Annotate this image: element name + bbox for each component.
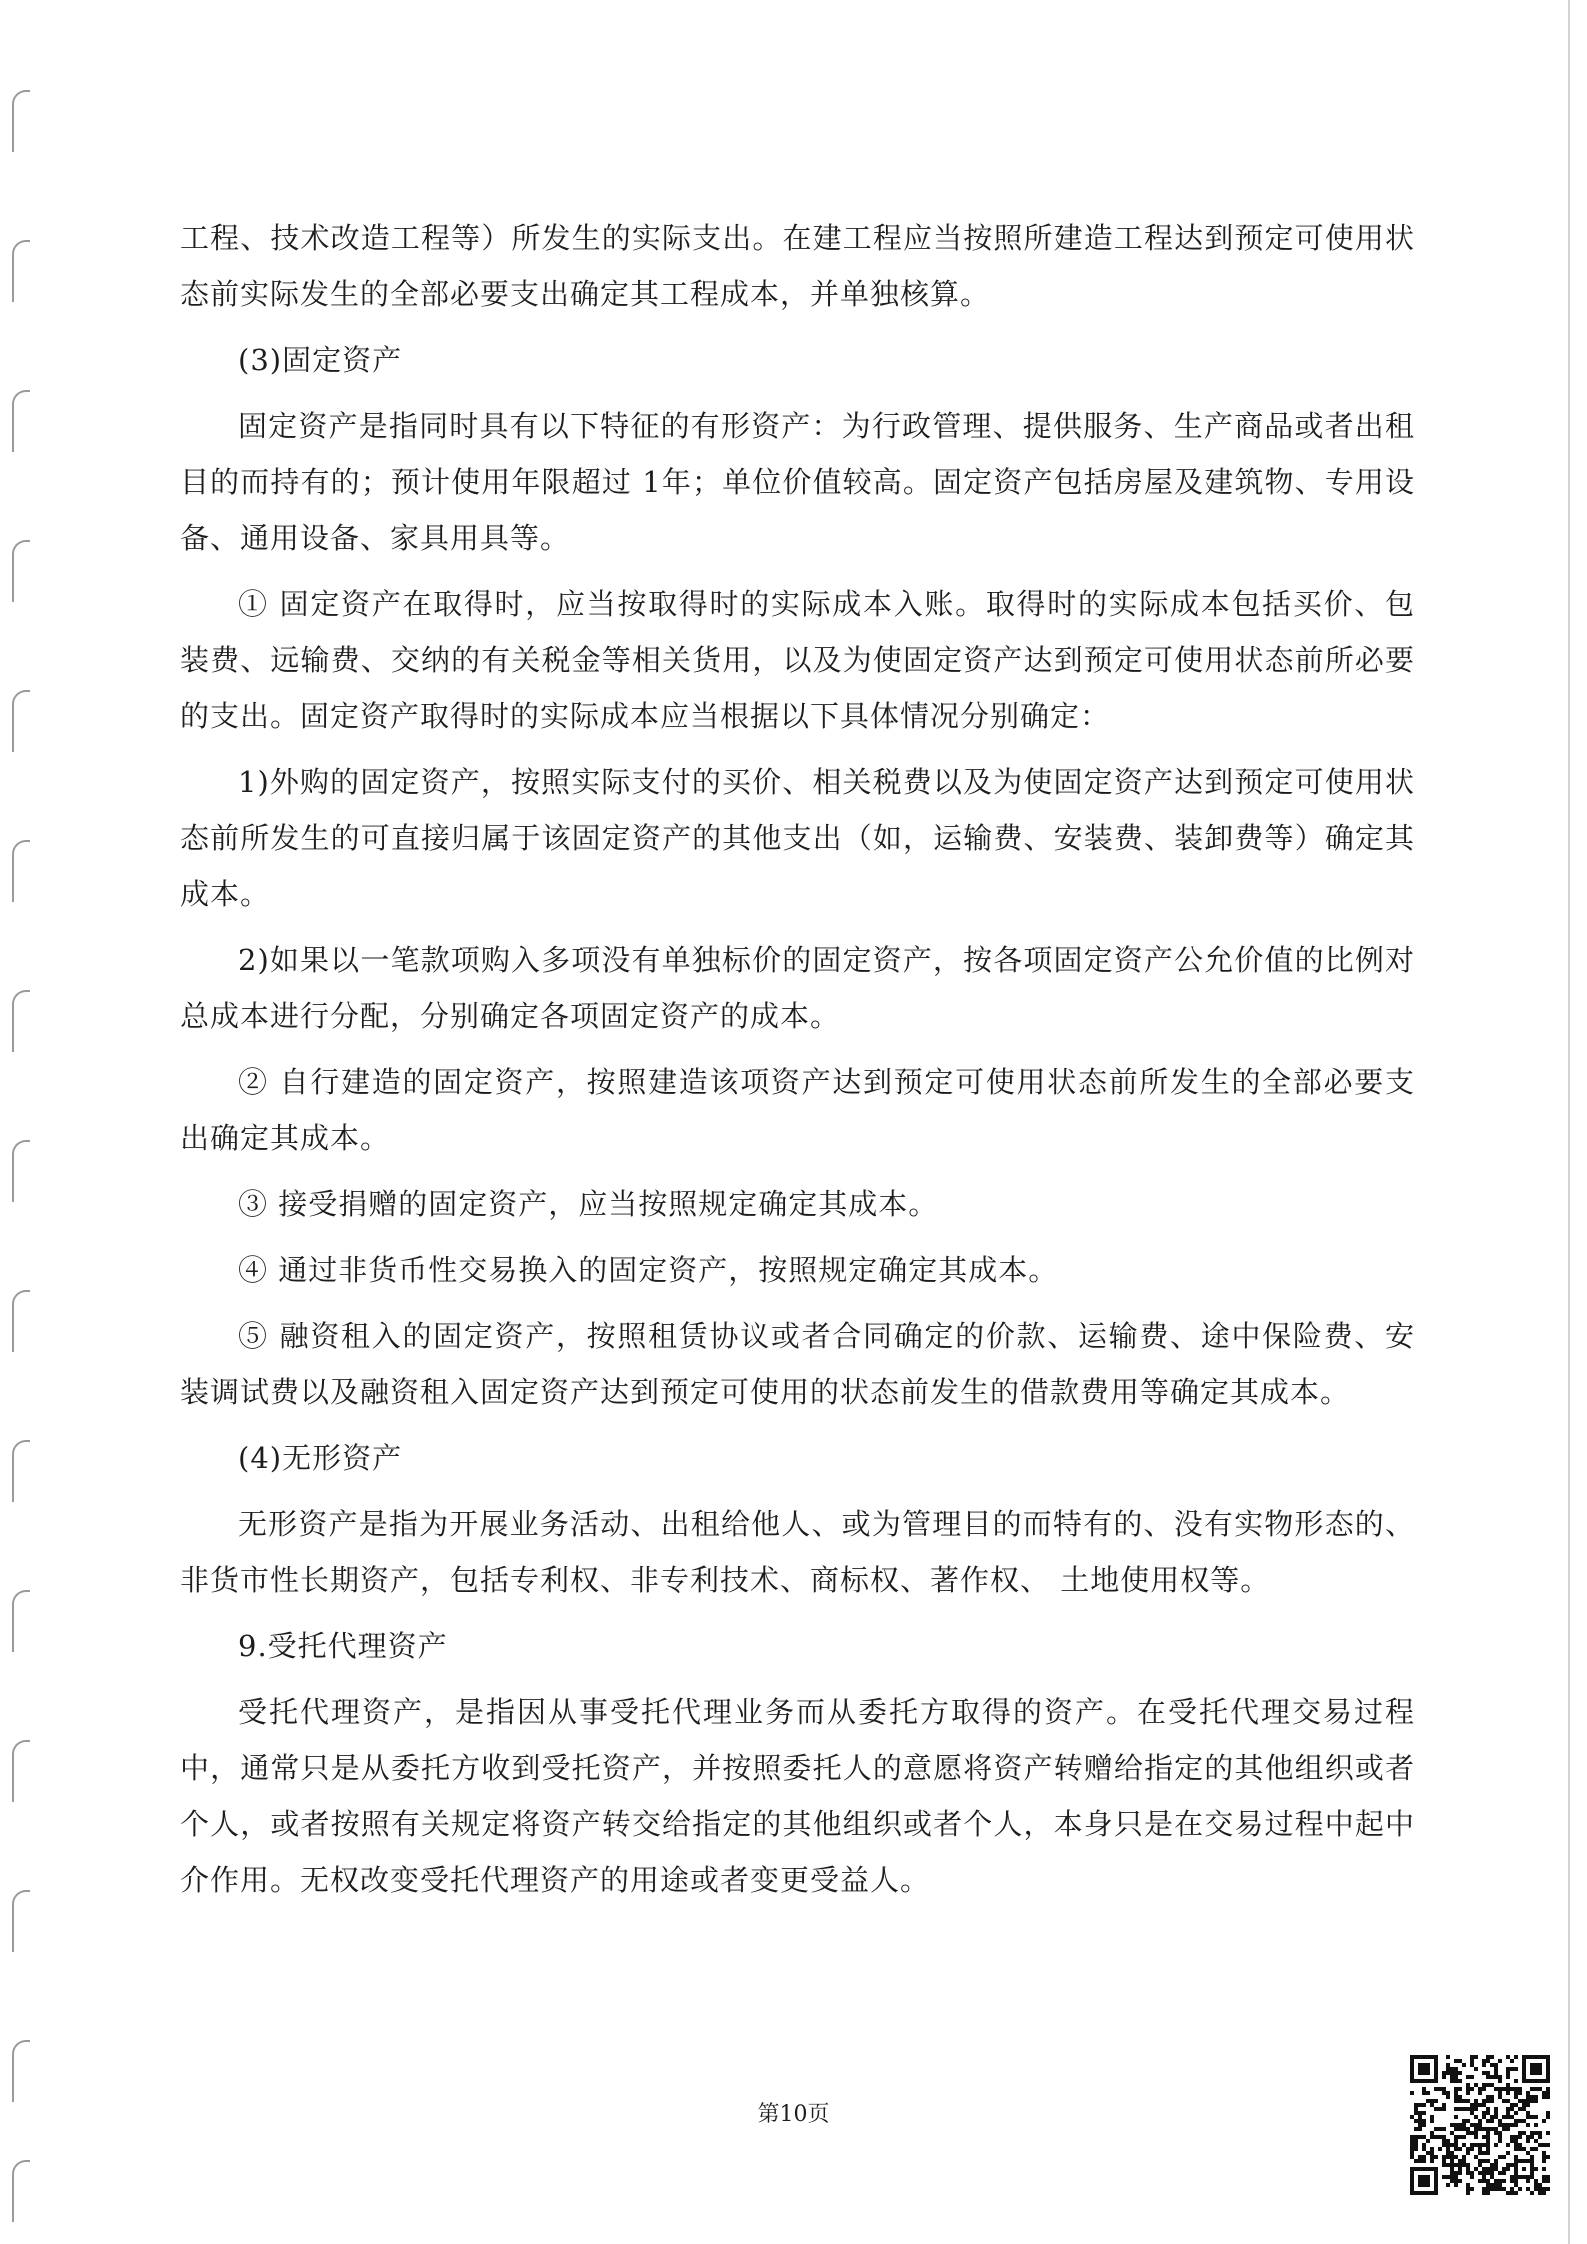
paragraph-intangible-definition: 无形资产是指为开展业务活动、出租给他人、或为管理目的而特有的、没有实物形态的、非货市性长期资产，包括专利权、非专利技术、商标权、著作权、 土地使用权等。 (180, 1507, 1415, 1597)
binding-mark (12, 1440, 30, 1502)
binding-mark (12, 90, 30, 152)
binding-mark (12, 1290, 30, 1352)
page-number: 第10页 (757, 2102, 830, 2127)
binding-mark (12, 1740, 30, 1802)
binding-mark (12, 1590, 30, 1652)
binding-mark (12, 990, 30, 1052)
binding-mark (12, 2160, 30, 2222)
binding-marks (0, 0, 60, 2244)
paragraph-subitem-1: 1)外购的固定资产，按照实际支付的买价、相关税费以及为使固定资产达到预定可使用状态前所发生的可直接归属于该固定资产的其他支出（如，运输费、安装费、装卸费等）确定其成本。 (180, 765, 1415, 911)
paragraph-item-2: ② 自行建造的固定资产，按照建造该项资产达到预定可使用状态前所发生的全部必要支出确定其成本。 (180, 1065, 1415, 1155)
paragraph-item-3: ③ 接受捐赠的固定资产，应当按照规定确定其成本。 (238, 1187, 939, 1221)
binding-mark (12, 840, 30, 902)
heading-intangible-assets: (4)无形资产 (238, 1441, 403, 1475)
binding-mark (12, 1140, 30, 1202)
paragraph-item-5: ⑤ 融资租入的固定资产，按照租赁协议或者合同确定的价款、运输费、途中保险费、安装调试费以及融资租入固定资产达到预定可使用的状态前发生的借款费用等确定其成本。 (180, 1319, 1415, 1409)
paragraph-fixed-assets-definition: 固定资产是指同时具有以下特征的有形资产：为行政管理、提供服务、生产商品或者出租目的而持有的；预计使用年限超过 1年；单位价值较高。固定资产包括房屋及建筑物、专用设备、通用设备、家具用具等。 (180, 409, 1415, 555)
paragraph-subitem-2: 2)如果以一笔款项购入多项没有单独标价的固定资产，按各项固定资产公允价值的比例对总成本进行分配，分别确定各项固定资产的成本。 (180, 943, 1415, 1033)
qr-code-icon (1410, 2055, 1550, 2195)
paragraph-continuation: 工程、技术改造工程等）所发生的实际支出。在建工程应当按照所建造工程达到预定可使用状态前实际发生的全部必要支出确定其工程成本，并单独核算。 (180, 221, 1415, 311)
paragraph-item-1: ① 固定资产在取得时，应当按取得时的实际成本入账。取得时的实际成本包括买价、包装费、远输费、交纳的有关税金等相关货用，以及为使固定资产达到预定可使用状态前所必要的支出。固定资产取得时的实际成本应当根据以下具体情况分别确定： (180, 587, 1415, 733)
binding-mark (12, 1890, 30, 1952)
page-edge-line (1568, 0, 1570, 2244)
binding-mark (12, 690, 30, 752)
body-text (180, 210, 1415, 1908)
heading-fixed-assets: (3)固定资产 (238, 343, 403, 377)
paragraph-entrusted-definition: 受托代理资产，是指因从事受托代理业务而从委托方取得的资产。在受托代理交易过程中，通常只是从委托方收到受托资产，并按照委托人的意愿将资产转赠给指定的其他组织或者个人，或者按照有关规定将资产转交给指定的其他组织或者个人，本身只是在交易过程中起中介作用。无权改变受托代理资产的用途或者变更受益人。 (180, 1695, 1415, 1897)
binding-mark (12, 2040, 30, 2102)
binding-mark (12, 540, 30, 602)
paragraph-item-4: ④ 通过非货币性交易换入的固定资产，按照规定确定其成本。 (238, 1253, 1059, 1287)
binding-mark (12, 390, 30, 452)
heading-entrusted-assets: 9.受托代理资产 (238, 1629, 448, 1663)
binding-mark (12, 240, 30, 302)
